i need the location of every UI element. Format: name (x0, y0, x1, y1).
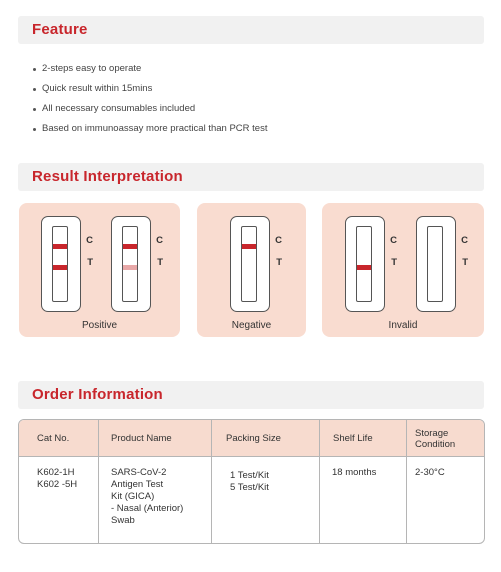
feature-item: 2-steps easy to operate (33, 59, 267, 79)
c-label: C (461, 235, 468, 246)
test-line (357, 265, 371, 270)
test-line (53, 265, 67, 270)
c-label: C (275, 235, 282, 246)
control-line (123, 244, 137, 249)
test-strip (122, 226, 138, 302)
feature-item: Based on immunoassay more practical than PCR test (33, 119, 267, 139)
test-strip (241, 226, 257, 302)
header-packing-size: Packing Size (226, 433, 281, 444)
negative-cassette (230, 216, 282, 312)
test-line-faint (123, 265, 137, 270)
t-label: T (157, 257, 163, 268)
invalid-cassette-no-lines (416, 216, 468, 312)
c-label: C (156, 235, 163, 246)
column-divider (98, 420, 99, 543)
bullet-icon (33, 108, 36, 111)
feature-list (33, 59, 267, 139)
cell-cat-no: K602-1H K602 -5H (37, 467, 78, 490)
c-label: C (390, 235, 397, 246)
header-shelf-life: Shelf Life (333, 433, 373, 444)
bullet-icon (33, 128, 36, 131)
cell-product-name: SARS-CoV-2 Antigen Test Kit (GICA) - Nasal (Anterior) Swab (111, 467, 184, 526)
column-divider (319, 420, 320, 543)
positive-cassette-weak (111, 216, 163, 312)
result-title: Result Interpretation (32, 168, 183, 185)
t-label: T (87, 257, 93, 268)
bullet-icon (33, 68, 36, 71)
column-divider (406, 420, 407, 543)
cell-packing-size: 1 Test/Kit 5 Test/Kit (230, 470, 269, 493)
invalid-cassette-t-only (345, 216, 397, 312)
cell-storage: 2-30°C (415, 467, 445, 478)
feature-title: Feature (32, 21, 88, 38)
negative-panel (197, 203, 306, 337)
test-strip (52, 226, 68, 302)
invalid-panel (322, 203, 484, 337)
bullet-icon (33, 88, 36, 91)
order-section-header (18, 381, 484, 409)
header-storage-condition: Storage Condition (415, 427, 456, 450)
feature-section-header (18, 16, 484, 44)
test-strip (427, 226, 443, 302)
invalid-caption: Invalid (388, 320, 418, 331)
positive-cassette-strong (41, 216, 93, 312)
positive-panel (19, 203, 180, 337)
feature-item: Quick result within 15mins (33, 79, 267, 99)
order-title: Order Information (32, 386, 163, 403)
cell-shelf-life: 18 months (332, 467, 377, 478)
column-divider (211, 420, 212, 543)
feature-item: All necessary consumables included (33, 99, 267, 119)
t-label: T (462, 257, 468, 268)
negative-caption: Negative (231, 320, 272, 331)
positive-caption: Positive (81, 320, 117, 331)
control-line (53, 244, 67, 249)
header-cat-no: Cat No. (37, 433, 70, 444)
c-label: C (86, 235, 93, 246)
control-line (242, 244, 256, 249)
result-section-header (18, 163, 484, 191)
test-strip (356, 226, 372, 302)
order-table (18, 419, 485, 544)
t-label: T (276, 257, 282, 268)
header-product-name: Product Name (111, 433, 172, 444)
t-label: T (391, 257, 397, 268)
